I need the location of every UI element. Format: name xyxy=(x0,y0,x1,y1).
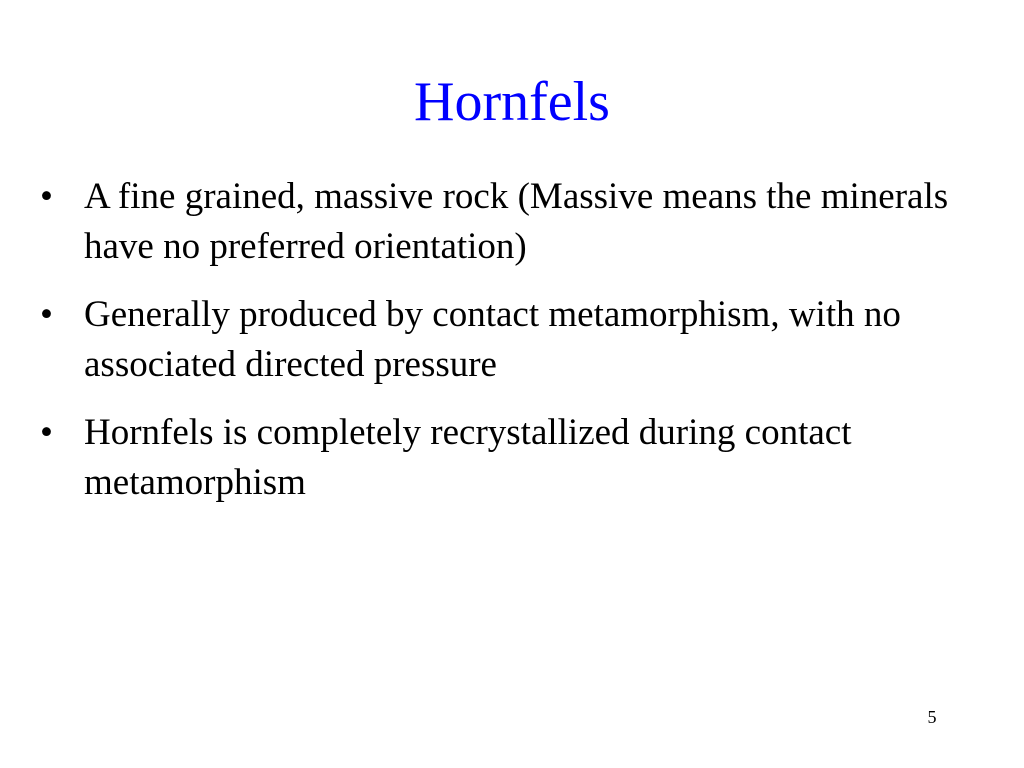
bullet-dot-icon: • xyxy=(40,412,53,453)
bullet-item xyxy=(40,408,960,508)
bullet-text: A fine grained, massive rock (Massive means the minerals have no preferred orientation) xyxy=(84,176,949,267)
bullet-text: Generally produced by contact metamorphism, with no associated directed pressure xyxy=(84,294,901,385)
bullet-dot-icon: • xyxy=(40,294,53,335)
page-number: 5 xyxy=(927,707,937,727)
bullet-item xyxy=(40,290,960,390)
bullet-dot-icon: • xyxy=(40,176,53,217)
bullet-list xyxy=(40,172,960,526)
bullet-item xyxy=(40,172,960,272)
bullet-text: Hornfels is completely recrystallized during contact metamorphism xyxy=(84,412,852,503)
slide-title: Hornfels xyxy=(414,71,610,133)
